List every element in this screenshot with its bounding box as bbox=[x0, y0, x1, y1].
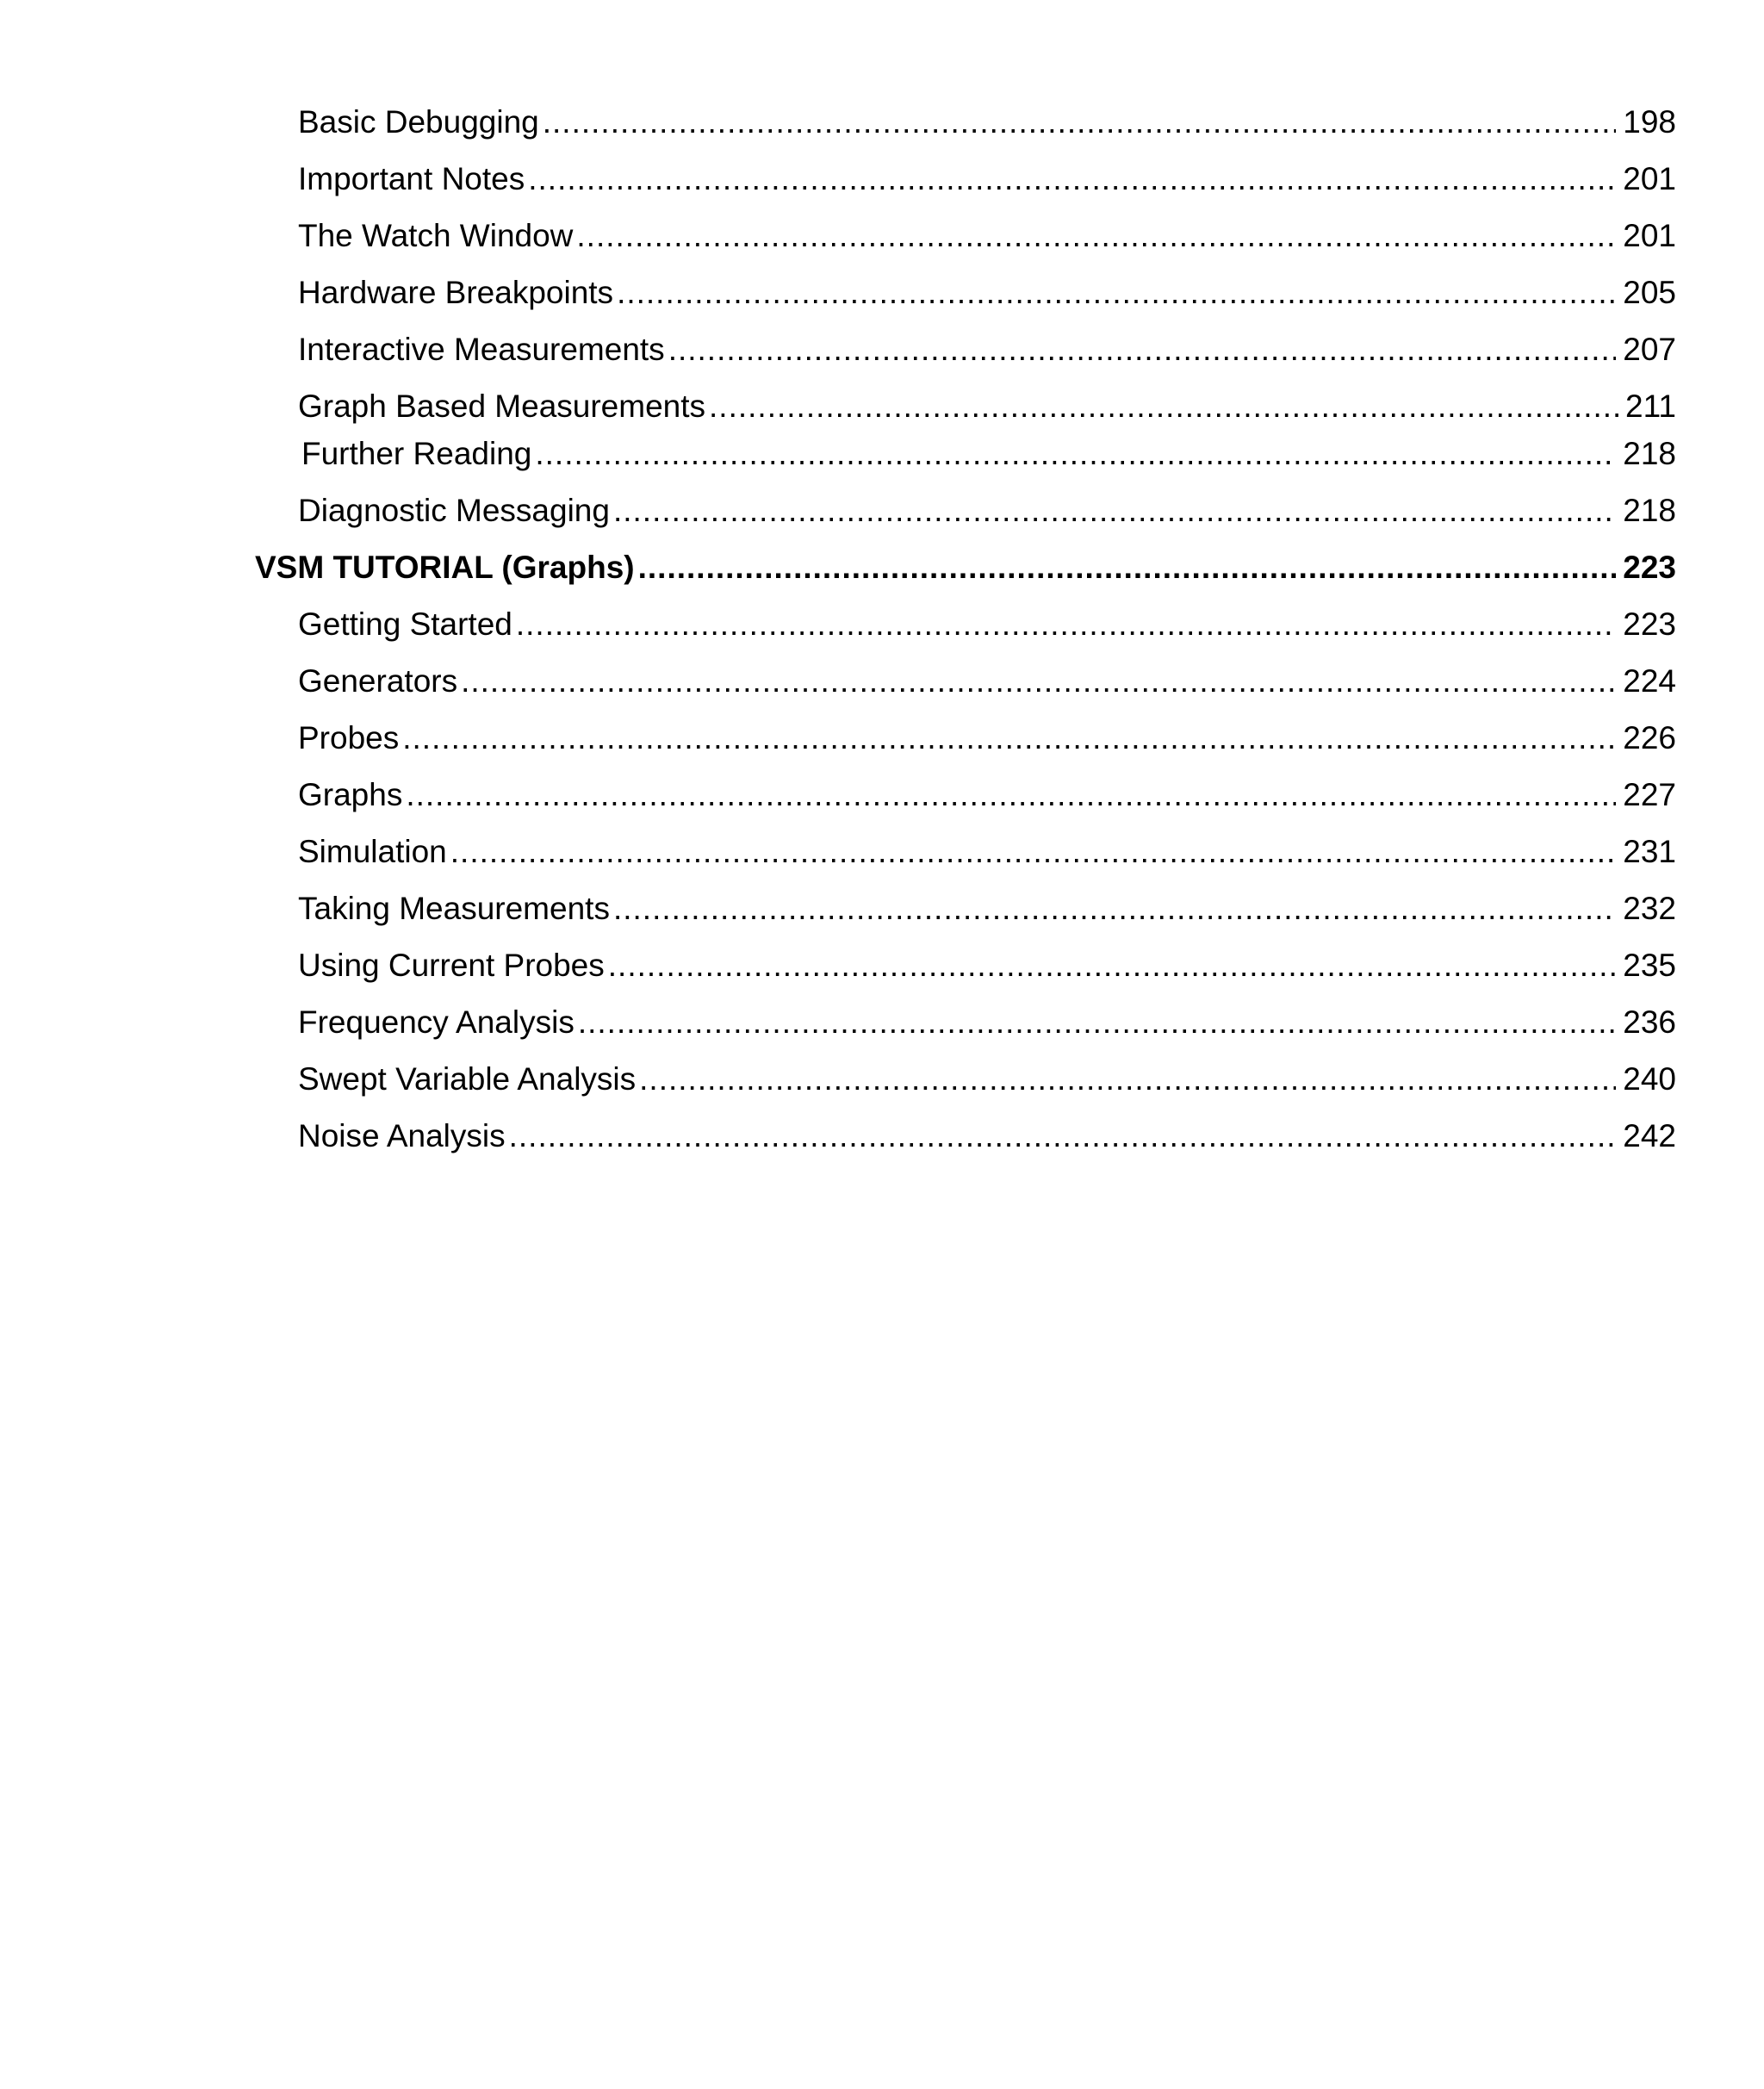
toc-entry[interactable] bbox=[298, 267, 1676, 319]
dot-leader bbox=[402, 712, 1616, 764]
toc-entry-page: 223 bbox=[1623, 550, 1676, 585]
toc-entry-page: 207 bbox=[1623, 332, 1676, 367]
toc-entry-title: Taking Measurements bbox=[298, 891, 610, 926]
toc-entry-page: 198 bbox=[1623, 104, 1676, 140]
dot-leader bbox=[543, 96, 1617, 148]
dot-leader bbox=[709, 381, 1618, 432]
toc-entry-page: 205 bbox=[1623, 275, 1676, 310]
dot-leader bbox=[461, 656, 1616, 707]
toc-entry-title: VSM TUTORIAL (Graphs) bbox=[255, 550, 635, 585]
toc-entry-title: Graphs bbox=[298, 777, 403, 812]
dot-leader bbox=[608, 940, 1617, 992]
toc-entry[interactable] bbox=[298, 381, 1676, 432]
dot-leader bbox=[578, 997, 1616, 1048]
toc-entry-page: 223 bbox=[1623, 606, 1676, 642]
toc-entry[interactable] bbox=[301, 428, 1676, 480]
toc-entry-title: Using Current Probes bbox=[298, 948, 605, 983]
toc-entry[interactable] bbox=[298, 940, 1676, 992]
toc-entry[interactable] bbox=[298, 997, 1676, 1048]
toc-entry[interactable] bbox=[298, 153, 1676, 205]
toc-entry[interactable] bbox=[298, 96, 1676, 148]
toc-entry-title: Graph Based Measurements bbox=[298, 389, 706, 424]
dot-leader bbox=[639, 1054, 1616, 1105]
toc-entry-title: The Watch Window bbox=[298, 218, 574, 253]
dot-leader bbox=[617, 267, 1616, 319]
toc-entry-title: Probes bbox=[298, 720, 400, 755]
toc-entry-page: 211 bbox=[1625, 389, 1676, 424]
toc-entry-page: 218 bbox=[1623, 436, 1676, 471]
dot-leader bbox=[509, 1110, 1617, 1162]
toc-entry-page: 227 bbox=[1623, 777, 1676, 812]
toc-entry-page: 235 bbox=[1623, 948, 1676, 983]
toc-entry-title: Getting Started bbox=[298, 606, 512, 642]
toc-entry[interactable] bbox=[298, 712, 1676, 764]
toc-entry-page: 231 bbox=[1623, 834, 1676, 869]
toc-entry-page: 232 bbox=[1623, 891, 1676, 926]
toc-entry-page: 218 bbox=[1623, 493, 1676, 528]
toc-entry-title: Interactive Measurements bbox=[298, 332, 665, 367]
toc-entry-page: 240 bbox=[1623, 1061, 1676, 1097]
dot-leader bbox=[576, 210, 1616, 262]
toc-entry[interactable] bbox=[298, 210, 1676, 262]
toc-entry-page: 201 bbox=[1623, 161, 1676, 196]
toc-entry[interactable] bbox=[298, 656, 1676, 707]
toc-entry-title: Noise Analysis bbox=[298, 1118, 506, 1153]
toc-entry-title: Basic Debugging bbox=[298, 104, 539, 140]
dot-leader bbox=[613, 883, 1616, 935]
toc-entry[interactable] bbox=[298, 769, 1676, 821]
toc-entry-page: 226 bbox=[1623, 720, 1676, 755]
dot-leader bbox=[638, 542, 1617, 594]
toc-entry-page: 236 bbox=[1623, 1004, 1676, 1040]
toc-entry[interactable] bbox=[298, 1054, 1676, 1105]
toc-entry-title: Further Reading bbox=[301, 436, 532, 471]
dot-leader bbox=[406, 769, 1616, 821]
toc-chapter-entry[interactable] bbox=[255, 542, 1676, 594]
dot-leader bbox=[668, 324, 1617, 376]
dot-leader bbox=[535, 428, 1616, 480]
dot-leader bbox=[450, 826, 1617, 878]
toc-entry-title: Simulation bbox=[298, 834, 447, 869]
toc-entry-page: 201 bbox=[1623, 218, 1676, 253]
toc-entry-title: Swept Variable Analysis bbox=[298, 1061, 637, 1097]
toc-entry[interactable] bbox=[298, 883, 1676, 935]
dot-leader bbox=[528, 153, 1616, 205]
toc-entry-title: Frequency Analysis bbox=[298, 1004, 575, 1040]
dot-leader bbox=[613, 485, 1616, 537]
toc-entry[interactable] bbox=[298, 599, 1676, 650]
toc-entry-page: 242 bbox=[1623, 1118, 1676, 1153]
toc-entry-title: Important Notes bbox=[298, 161, 525, 196]
toc-entry[interactable] bbox=[298, 485, 1676, 537]
dot-leader bbox=[516, 599, 1616, 650]
toc-entry-title: Diagnostic Messaging bbox=[298, 493, 610, 528]
toc-entry[interactable] bbox=[298, 324, 1676, 376]
toc-entry[interactable] bbox=[298, 826, 1676, 878]
toc-entry[interactable] bbox=[298, 1110, 1676, 1162]
toc-entry-title: Hardware Breakpoints bbox=[298, 275, 614, 310]
toc-entry-page: 224 bbox=[1623, 663, 1676, 699]
toc-entry-title: Generators bbox=[298, 663, 458, 699]
